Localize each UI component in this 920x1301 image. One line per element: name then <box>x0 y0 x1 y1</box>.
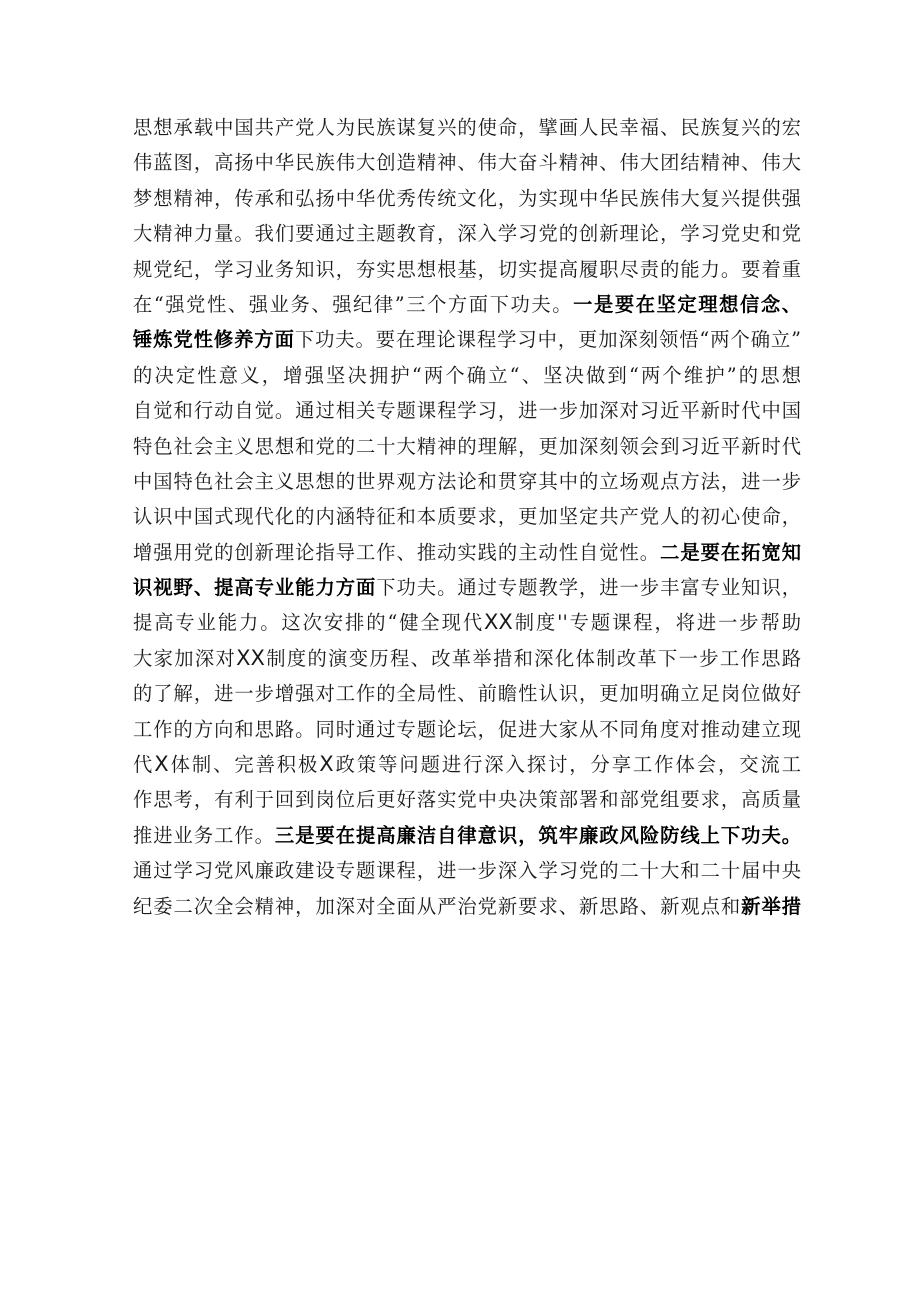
text-run: 梦想精神，传承和弘扬中华优秀传统文化，为实现中华民族伟大复兴提供强 <box>133 186 801 210</box>
text-run: 增强用党的创新理论指导工作、推动实践的主动性自觉性。 <box>133 540 661 564</box>
text-run: 思想承载中国共产党人为民族谋复兴的使命，擘画人民幸福、民族复兴的宏 <box>133 116 801 139</box>
body-paragraph <box>133 110 801 924</box>
text-run: 通过学习党风廉政建设专题课程，进一步深入学习党的二十大和二十届中央 <box>133 859 801 883</box>
text-line <box>133 818 801 853</box>
text-run: 代 <box>133 753 155 777</box>
text-run: 的决定性意义，增强坚决拥护“两个确立“、坚决做到“两个维护”的思想 <box>133 363 801 387</box>
text-line <box>133 252 801 287</box>
text-line <box>133 358 801 393</box>
text-run: 作思考，有利于回到岗位后更好落实党中央决策部署和部党组要求，高质量 <box>133 788 801 812</box>
text-run: 提高专业能力。这次安排的“健全现代 <box>133 611 485 635</box>
text-run: XX <box>236 645 265 670</box>
text-run: X <box>319 752 334 777</box>
text-run: 认识中国式现代化的内涵特征和本质要求，更加坚定共产党人的初心使命， <box>133 505 801 529</box>
bold-text-run: 二是要在拓宽知 <box>660 540 802 564</box>
text-run: 伟蓝图，高扬中华民族伟大创造精神、伟大奋斗精神、伟大团结精神、伟大 <box>133 151 801 175</box>
text-run: 自觉和行动自觉。通过相关专题课程学习，进一步加深对习近平新时代中国 <box>133 399 801 423</box>
text-run: 下功夫。通过专题教学，进一步丰富专业知识， <box>376 576 802 600</box>
text-line <box>133 641 801 676</box>
text-line <box>133 889 801 924</box>
text-run: XX <box>484 610 513 635</box>
text-line <box>133 605 801 640</box>
text-run: 政策等问题进行深入探讨，分享工作体会，交流工 <box>333 753 802 777</box>
text-run: 大精神力量。我们要通过主题教育，深入学习党的创新理论，学习党史和党 <box>133 222 801 246</box>
text-run: 大家加深对 <box>133 646 237 670</box>
text-run: 的了解，进一步增强对工作的全局性、前瞻性认识，更加明确立足岗位做好 <box>133 682 801 706</box>
text-run: 制度''专题课程，将进一步帮助 <box>512 611 801 635</box>
text-run: 体制、完善积极 <box>168 753 320 777</box>
text-line <box>133 535 801 570</box>
bold-text-run: 锤炼党性修养方面 <box>133 328 295 352</box>
text-run: X <box>154 752 169 777</box>
text-line <box>133 287 801 322</box>
text-line <box>133 712 801 747</box>
text-line <box>133 676 801 711</box>
text-line <box>133 464 801 499</box>
text-line <box>133 181 801 216</box>
text-line <box>133 853 801 888</box>
bold-text-run: 识视野、提高专业能力方面 <box>133 576 377 600</box>
text-line <box>133 499 801 534</box>
text-run: 在“强党性、强业务、强纪律”三个方面下功夫。 <box>133 292 574 316</box>
text-line <box>133 216 801 251</box>
text-run: 制度的演变历程、改革举措和深化体制改革下一步工作思路 <box>264 646 802 670</box>
text-run: 中国特色社会主义思想的世界观方法论和贯穿其中的立场观点方法，进一步 <box>133 469 801 493</box>
text-line <box>133 782 801 817</box>
text-run: 纪委二次全会精神，加深对全面从严治党新要求、新思路、新观点和 <box>133 894 742 918</box>
text-line <box>133 747 801 782</box>
text-run: 推进业务工作。 <box>133 823 275 847</box>
text-line <box>133 393 801 428</box>
text-line <box>133 110 801 145</box>
text-line <box>133 145 801 180</box>
bold-text-run: 新举措 <box>741 894 801 918</box>
text-line <box>133 429 801 464</box>
bold-text-run: 一是要在坚定理想信念、 <box>573 292 802 316</box>
text-run: 特色社会主义思想和党的二十大精神的理解，更加深刻领会到习近平新时代 <box>133 434 801 458</box>
text-run: 规党纪，学习业务知识，夯实思想根基，切实提高履职尽责的能力。要着重 <box>133 257 801 281</box>
text-run: 工作的方向和思路。同时通过专题论坛，促进大家从不同角度对推动建立现 <box>133 717 801 741</box>
text-run: 下功夫。要在理论课程学习中，更加深刻领悟“两个确立” <box>294 328 802 352</box>
bold-text-run: 三是要在提高廉洁自律意识，筑牢廉政风险防线上下功夫。 <box>274 823 802 847</box>
text-line <box>133 570 801 605</box>
text-line <box>133 322 801 357</box>
